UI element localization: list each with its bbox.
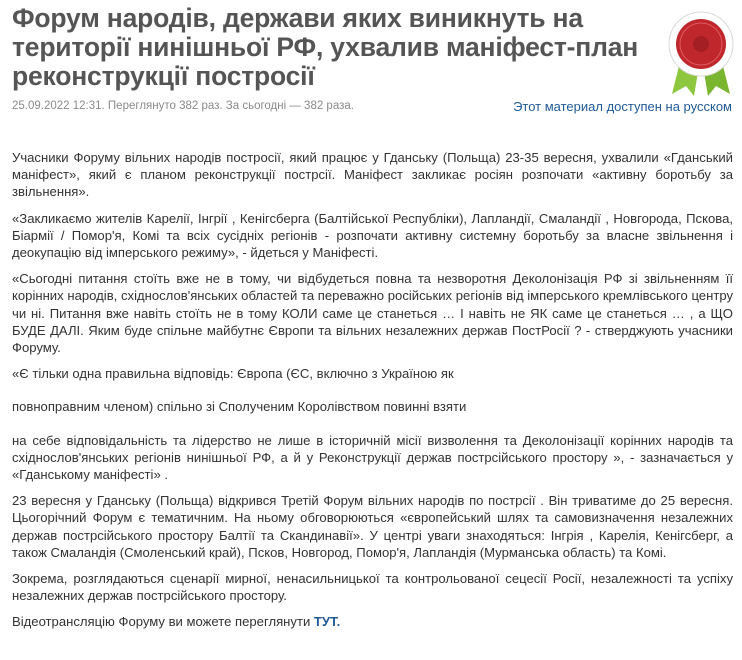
paragraph: на себе відповідальність та лідерство не лише в історичній місії визволення та Деколонізації корінних народів та східнослов'янських регіонів нинішньої РФ, а й у Реконструкції держав пострсійського простору », - зазначається у «Гданському маніфесті» . <box>12 432 733 483</box>
video-paragraph <box>12 613 733 630</box>
video-text: Відеотрансляцію Форуму ви можете переглянути <box>12 614 314 630</box>
russian-version-link[interactable]: Этот материал доступен на русском <box>513 99 732 114</box>
paragraph: «Закликаємо жителів Карелії, Інгрії , Кенігсберга (Балтійської Республіки), Лапландії, Смаландії , Новгорода, Пскова, Біармії / Помор'я, Комі та всіх сусідніх регіонів - розпочати активну системну боротьбу за власне звільнення і деокупацію від імперського режиму», - йдеться у Маніфесті. <box>12 210 733 261</box>
paragraph: 23 вересня у Гданську (Польща) відкрився Третій Форум вільних народів по пострсії . Він триватиме до 25 вересня. Цьогорічний Форум є тематичним. На ньому обговорюються «європейський шлях та самовизначення незалежних держав пострсійського простору Балтії та Скандинавії». У центрі уваги знаходяться: Інгрія , Карелія, Кенігсберг, а також Смаландія (Смоленський край), Псков, Новгород, Помор'я, Лапландія (Мурманська область) та Комі. <box>12 493 733 560</box>
article-title: Форум народів, держави яких виникнуть на території нинішньої РФ, ухвалив маніфест-план реконструкції постросії <box>12 3 639 91</box>
paragraph: «Сьогодні питання стоїть вже не в тому, чи відбудеться повна та незворотня Деколонізація РФ зі звільненням її корінних народів, східнослов'янських областей та переважно російських регіонів від імперського кремлівського центру чи ні. Питання вже навіть стоїть не в тому КОЛИ саме це станеться … І навіть не ЯК саме це станеться … , а ЩО БУДЕ ДАЛІ. Яким буде спільне майбутнє Європи та вільних незалежних держав ПостРосії ? - стверджують учасники Форуму. <box>12 271 733 356</box>
article-body <box>12 149 733 640</box>
paragraph: Учасники Форуму вільних народів постросії, який працює у Гданську (Польща) 23-35 вересня, ухвалили «Гданський маніфест», який є планом реконструкції пострсії. Маніфест закликає росіян розпочати «активну боротьбу за звільнення». <box>12 150 733 200</box>
video-link[interactable]: ТУТ. <box>313 614 341 630</box>
paragraph: повноправним членом) спільно зі Сполученим Королівством повинні взяти <box>12 399 467 415</box>
exclusive-badge-icon <box>664 8 738 98</box>
paragraph: Зокрема, розглядаються сценарії мирної, ненасильницької та контрольованої сецесії Росії, незалежності та успіху незалежних держав пострсійського простору. <box>12 571 733 604</box>
article-meta: 25.09.2022 12:31. Переглянуто 382 раз. За сьогодні — 382 раза. <box>12 100 354 112</box>
paragraph: «Є тільки одна правильна відповідь: Європа (ЄС, включно з Україною як <box>12 366 454 382</box>
